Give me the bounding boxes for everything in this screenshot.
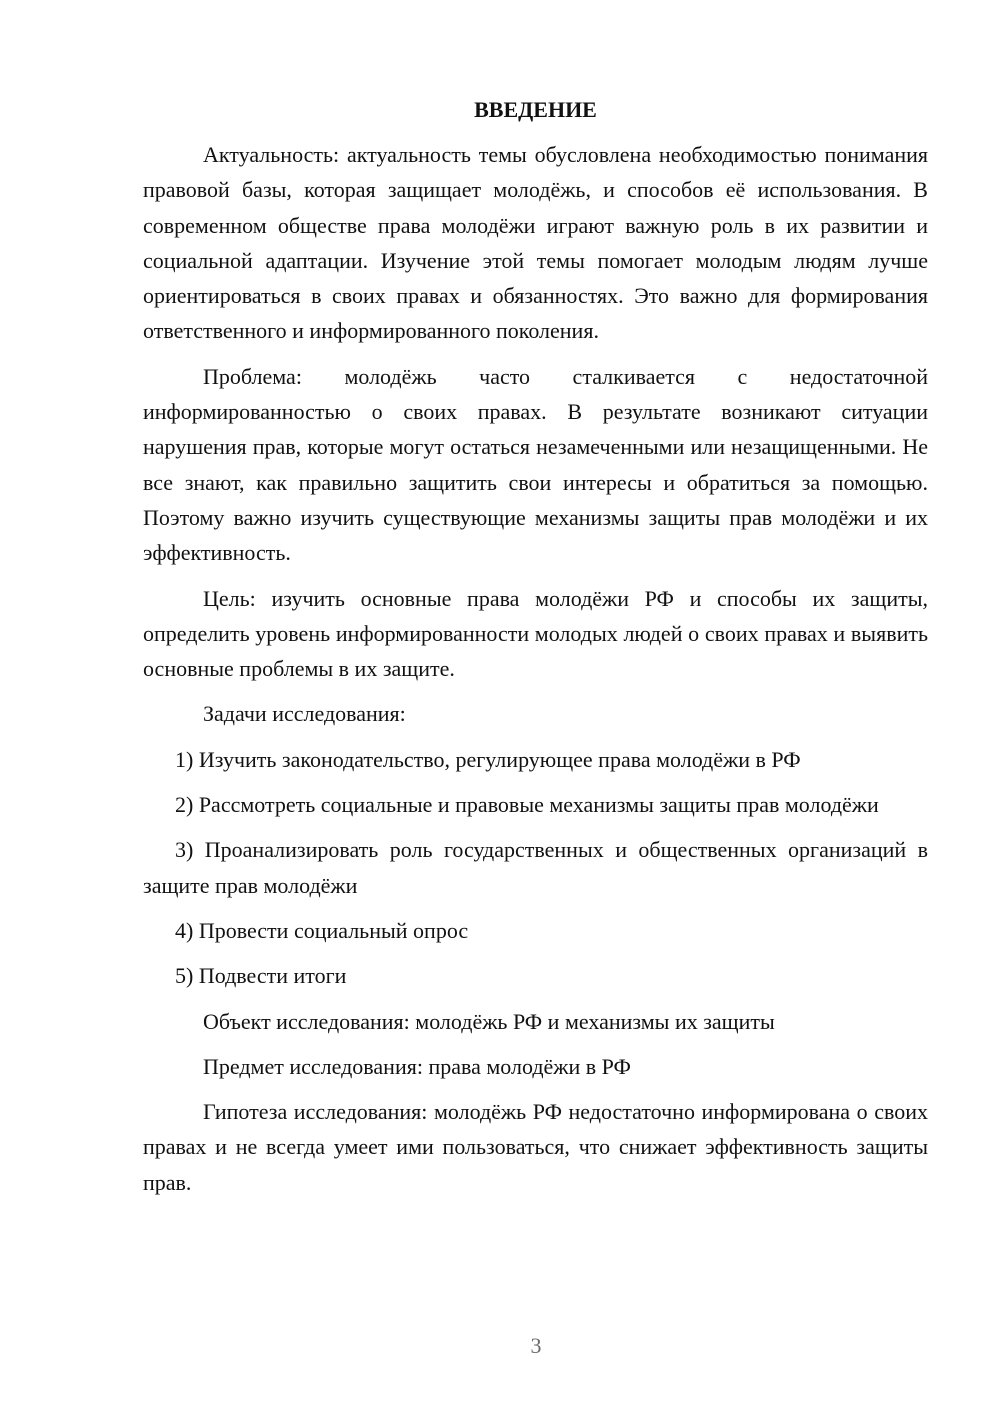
section-title: ВВЕДЕНИЕ: [474, 97, 597, 122]
goal-paragraph: Цель: изучить основные права молодёжи РФ и способы их защиты, определить уровень информированности молодых людей о своих правах и выявить основные проблемы в их защите.: [143, 585, 928, 682]
task-item-2: 2) Рассмотреть социальные и правовые механизмы защиты прав молодёжи: [175, 792, 879, 818]
object-line: Объект исследования: молодёжь РФ и механизмы их защиты: [203, 1008, 775, 1034]
subject-line: Предмет исследования: права молодёжи в РФ: [203, 1053, 631, 1079]
problem-paragraph: Проблема: молодёжь часто сталкивается с недостаточной информированностью о своих правах. В результате возникают ситуации нарушения прав, которые могут остаться незамеченными или незащищенными. Не все знают, как правильно защитить свои интересы и обратиться за помощью. Поэтому важно изучить существующие механизмы защиты прав молодёжи и их эффективность.: [143, 363, 928, 566]
task-item-1: 1) Изучить законодательство, регулирующее права молодёжи в РФ: [175, 746, 801, 772]
tasks-heading: Задачи исследования:: [203, 701, 406, 727]
task-item-4: 4) Провести социальный опрос: [175, 917, 469, 943]
task-item-5: 5) Подвести итоги: [175, 963, 347, 989]
relevance-paragraph: Актуальность: актуальность темы обусловлена необходимостью понимания правовой базы, которая защищает молодёжь, и способов её использования. В современном обществе права молодёжи играют важную роль в их развитии и социальной адаптации. Изучение этой темы помогает молодым людям лучше ориентироваться в своих правах и обязанностях. Это важно для формирования ответственного и информированного поколения.: [143, 142, 928, 344]
document-page: [143, 92, 928, 1210]
hypothesis-paragraph: Гипотеза исследования: молодёжь РФ недостаточно информирована о своих правах и не всегда умеет ими пользоваться, что снижает эффективность защиты прав.: [143, 1099, 928, 1195]
task-item-3: 3) Проанализировать роль государственных и общественных организаций в защите прав молодёжи: [143, 837, 928, 898]
page-number: 3: [530, 1333, 542, 1358]
